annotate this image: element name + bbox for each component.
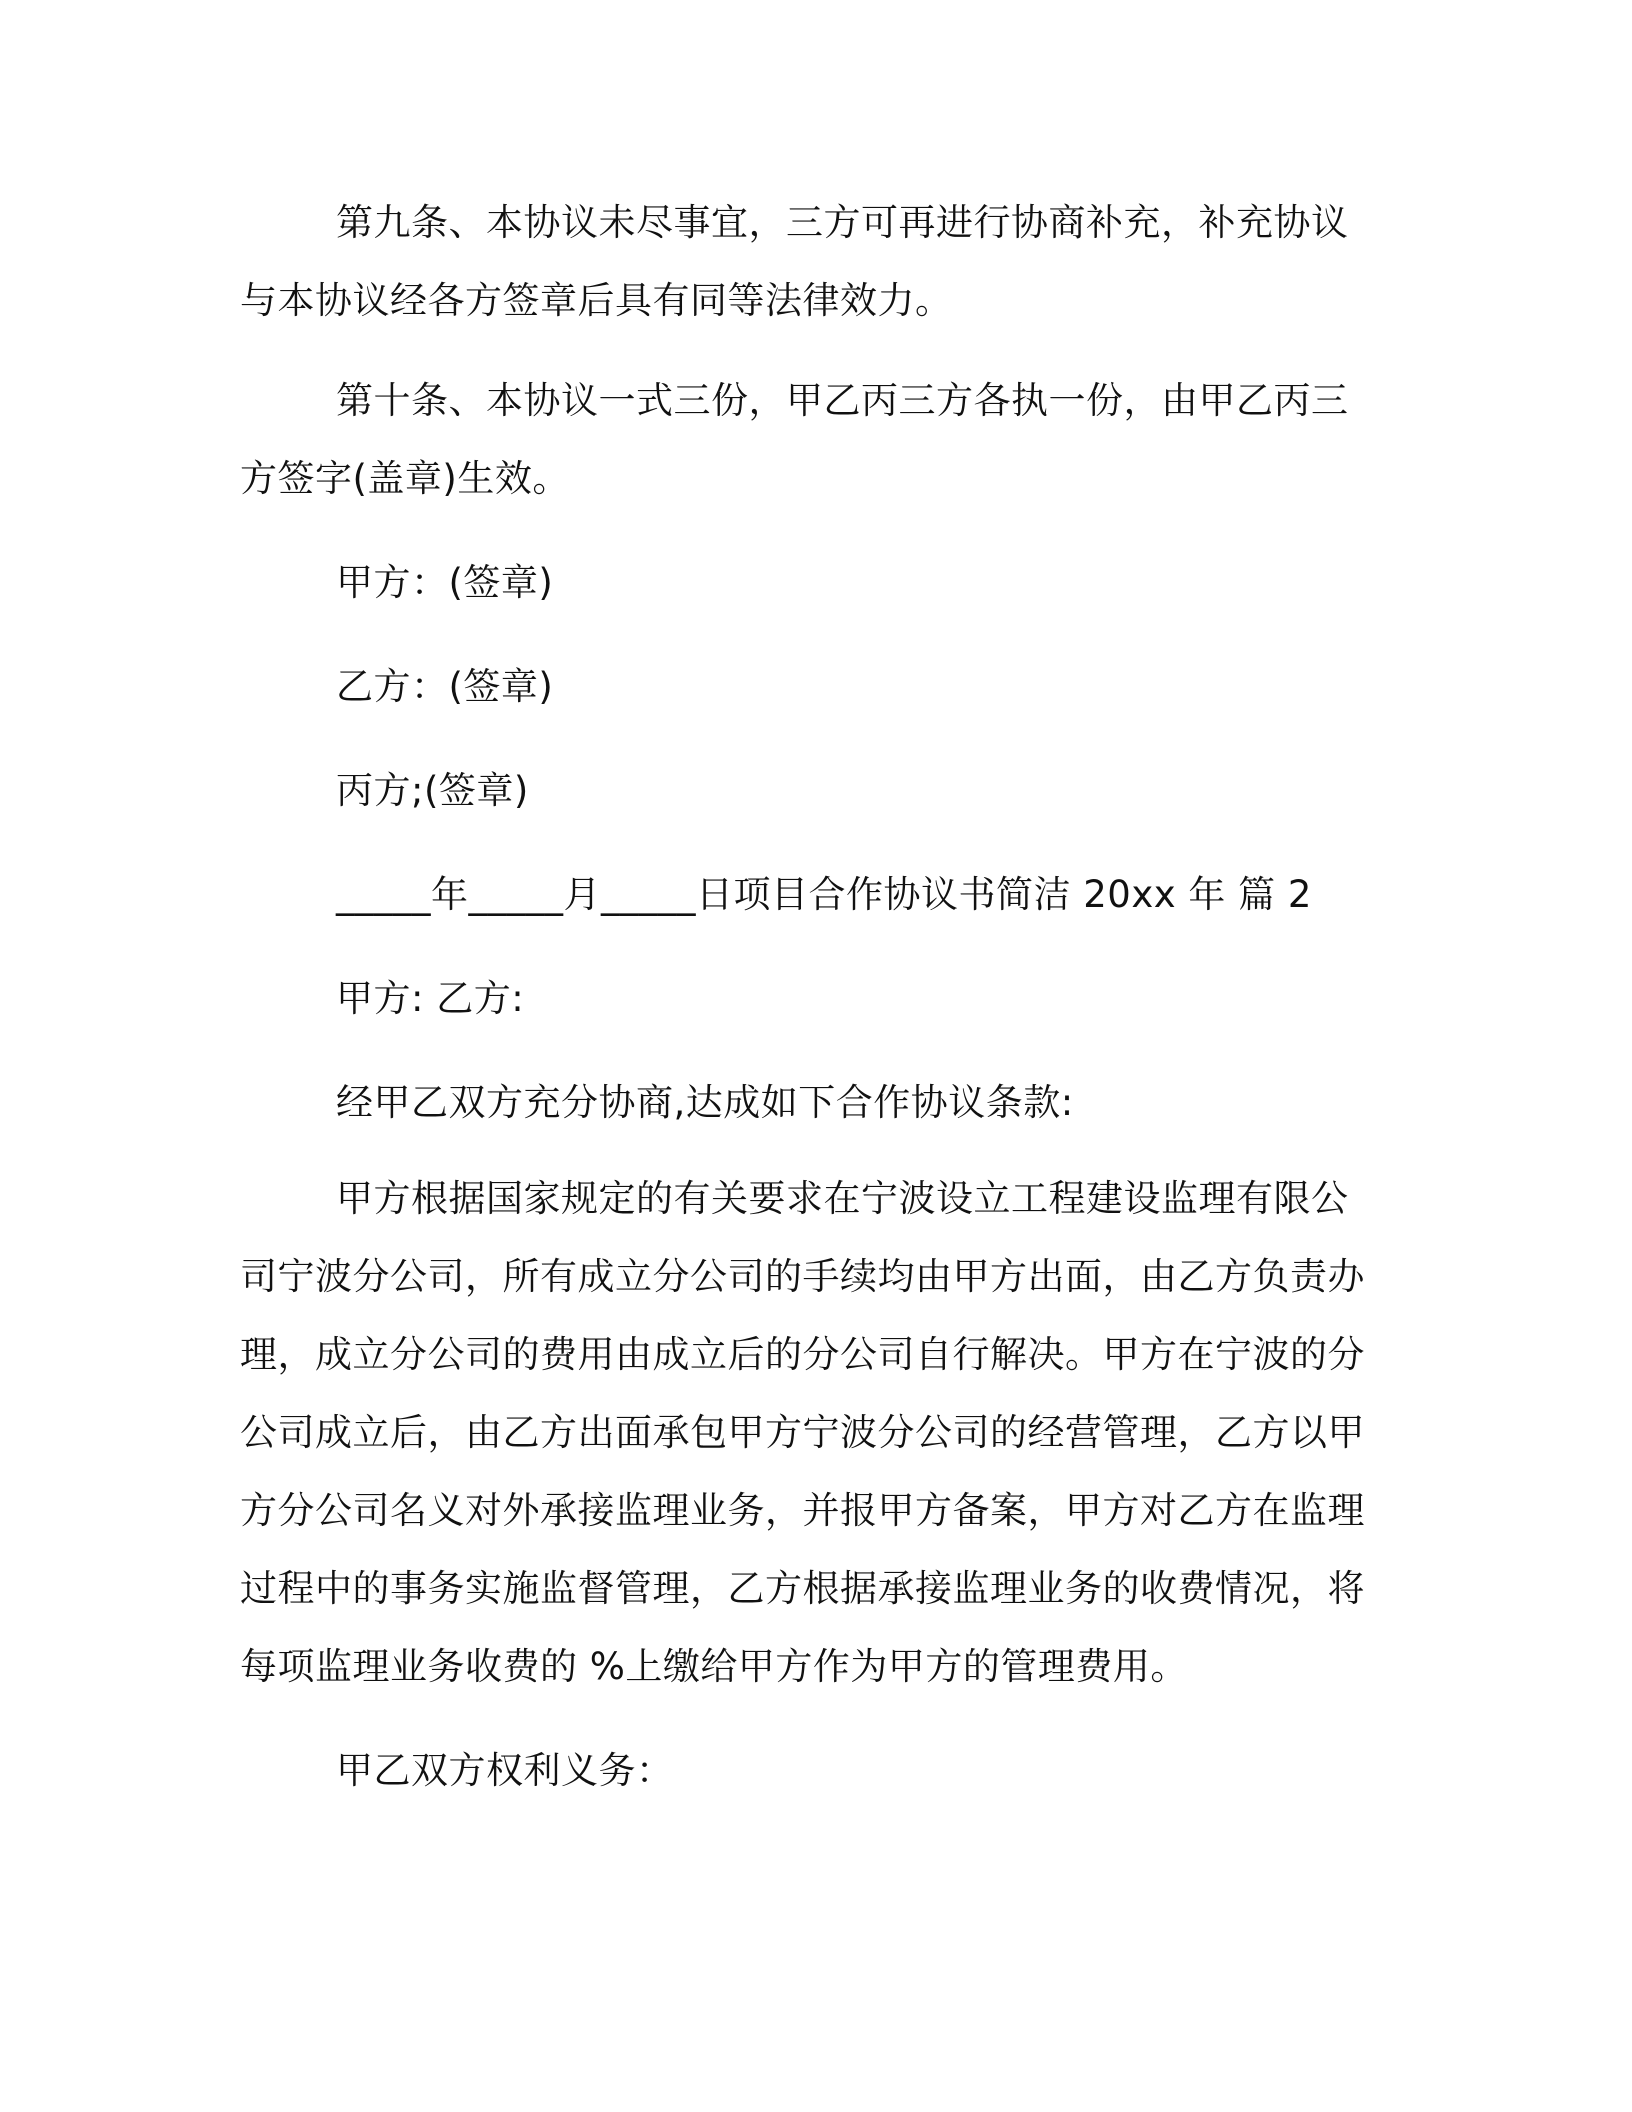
document-body bbox=[240, 184, 1370, 1834]
agreement-intro: 经甲乙双方充分协商,达成如下合作协议条款: bbox=[336, 1081, 1074, 1124]
agreement-main-clause: 甲方根据国家规定的有关要求在宁波设立工程建设监理有限公司宁波分公司，所有成立分公司的手续均由甲方出面，由乙方负责办理，成立分公司的费用由成立后的分公司自行解决。甲方在宁波的分公司成立后，由乙方出面承包甲方宁波分公司的经营管理，乙方以甲方分公司名义对外承接监理业务，并报甲方备案，甲方对乙方在监理过程中的事务实施监督管理，乙方根据承接监理业务的收费情况，将每项监理业务收费的 %上缴给甲方作为甲方的管理费用。 bbox=[240, 1177, 1365, 1688]
parties-line: 甲方: 乙方: bbox=[336, 977, 525, 1020]
party-a-signature-line: 甲方：(签章) bbox=[336, 561, 554, 604]
rights-obligations-heading: 甲乙双方权利义务： bbox=[336, 1749, 674, 1792]
article-9-paragraph: 第九条、本协议未尽事宜，三方可再进行协商补充，补充协议与本协议经各方签章后具有同等法律效力。 bbox=[240, 201, 1349, 322]
party-c-signature-line: 丙方;(签章) bbox=[336, 769, 529, 812]
date-and-title-line: _____年_____月_____日项目合作协议书简洁 20xx 年 篇 2 bbox=[336, 873, 1312, 916]
party-b-signature-line: 乙方：(签章) bbox=[336, 665, 554, 708]
article-10-paragraph: 第十条、本协议一式三份，甲乙丙三方各执一份，由甲乙丙三方签字(盖章)生效。 bbox=[240, 379, 1349, 500]
